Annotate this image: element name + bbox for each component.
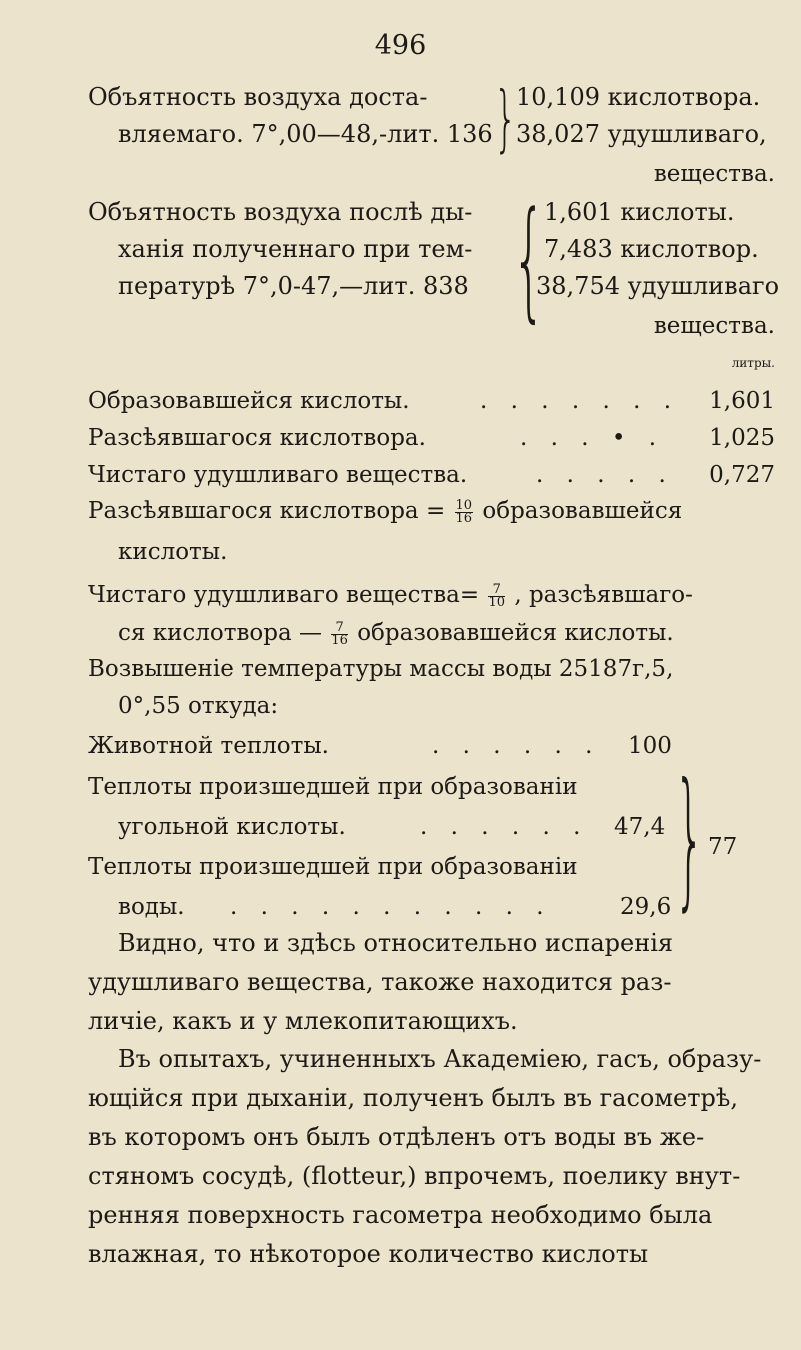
block2-value-1: 1,601 кислоты.	[544, 198, 735, 226]
fraction-denominator: 10	[488, 594, 506, 610]
leader-dots: . . . . . . . . . . .	[230, 894, 552, 920]
block2-value-3: 38,754 удушливаго	[536, 272, 780, 300]
leader-dots: . . . . . .	[432, 733, 601, 759]
heat-animal-value: 100	[628, 733, 672, 759]
brace-icon: {	[512, 183, 546, 335]
result-value: 1,601	[709, 388, 775, 414]
temperature-line1: Возвышеніе температуры массы воды 25187г,5,	[88, 656, 674, 682]
result-label: Чистаго удушливаго вещества.	[88, 462, 468, 488]
block2-label-line1: Объятность воздуха послѣ ды-	[88, 198, 473, 226]
leader-dots: . . . . .	[536, 462, 674, 488]
block2-label-line2: ханія полученнаго при тем-	[118, 235, 473, 263]
block1-label-line1: Объятность воздуха доста-	[88, 83, 428, 111]
paragraph1-line: Видно, что и здѣсь относительно испаренія	[118, 929, 674, 957]
paragraph1-line: личіе, какъ и у млекопитающихъ.	[88, 1007, 518, 1035]
fraction-denominator: 16	[455, 510, 473, 526]
leader-dots: . . . • .	[520, 425, 665, 451]
result-value: 0,727	[709, 462, 775, 488]
result-label: Образовавшейся кислоты.	[88, 388, 410, 414]
heat-water-line2: воды.	[118, 894, 185, 920]
heat-carbonic-line1: Теплоты произшедшей при образованіи	[88, 774, 578, 800]
leader-dots: . . . . . .	[420, 814, 589, 840]
heat-water-value: 29,6	[620, 894, 672, 920]
heat-water-line1: Теплоты произшедшей при образованіи	[88, 854, 578, 880]
ratio2-post: , разсѣявшаго-	[514, 582, 693, 608]
fraction-numerator: 7	[331, 622, 348, 635]
paragraph2-line: въ которомъ онъ былъ отдѣленъ отъ воды въ же-	[88, 1123, 705, 1151]
fraction-numerator: 10	[455, 497, 473, 513]
paragraph2-line: ренняя поверхность гасометра необходимо была	[88, 1201, 713, 1229]
ratio1-post: образовавшейся	[482, 498, 683, 524]
ratio2-cont-pre: ся кислотвора —	[118, 620, 323, 646]
brace-icon: }	[494, 76, 517, 160]
block1-value-1: 10,109 кислотвора.	[516, 83, 761, 111]
ratio1-fraction	[455, 497, 474, 526]
leader-dots: . . . . . . .	[480, 388, 680, 414]
ratio2-cont-post: образовавшейся кислоты.	[357, 620, 674, 646]
fraction-numerator: 7	[488, 584, 505, 597]
paragraph1-line: удушливаго вещества, такоже находится раз-	[88, 968, 672, 996]
heat-animal-label: Животной теплоты.	[88, 733, 329, 759]
ratio2-cont-fraction	[331, 619, 348, 648]
heat-carbonic-line2: угольной кислоты.	[118, 814, 346, 840]
block2-value-4: вещества.	[653, 313, 775, 339]
paragraph2-line: Въ опытахъ, учиненныхъ Академіею, гасъ, образу-	[118, 1045, 762, 1073]
result-value: 1,025	[709, 425, 775, 451]
block2-label-line3: пературѣ 7°,0-47,—лит. 838	[118, 272, 469, 300]
ratio1-pre: Разсѣявшагося кислотвора =	[88, 498, 446, 524]
paragraph2-line: стяномъ сосудѣ, (flotteur,) впрочемъ, поелику внут-	[88, 1162, 741, 1190]
ratio2-line	[88, 580, 693, 610]
unit-label: литры.	[731, 356, 775, 370]
temperature-line2: 0°,55 откуда:	[118, 693, 279, 719]
paragraph2-line: влажная, то нѣкоторое количество кислоты	[88, 1240, 649, 1268]
heat-sum: 77	[708, 834, 738, 860]
heat-carbonic-value: 47,4	[614, 814, 666, 840]
paragraph2-line: ющійся при дыханіи, полученъ былъ въ гасометрѣ,	[88, 1084, 738, 1112]
ratio2-cont-line	[118, 618, 674, 648]
block1-value-3: вещества.	[653, 161, 775, 187]
ratio1-line	[88, 496, 682, 526]
result-label: Разсѣявшагося кислотвора.	[88, 425, 426, 451]
block1-label-line2: вляемаго. 7°,00—48,-лит. 136	[118, 120, 493, 148]
ratio1-cont: кислоты.	[118, 539, 228, 565]
ratio2-pre: Чистаго удушливаго вещества=	[88, 582, 480, 608]
ratio2-fraction	[488, 581, 506, 610]
page-number: 496	[374, 30, 427, 61]
fraction-denominator: 16	[331, 632, 348, 648]
brace-icon: }	[674, 751, 705, 925]
block1-value-2: 38,027 удушливаго,	[516, 120, 767, 148]
block2-value-2: 7,483 кислотвор.	[544, 235, 759, 263]
